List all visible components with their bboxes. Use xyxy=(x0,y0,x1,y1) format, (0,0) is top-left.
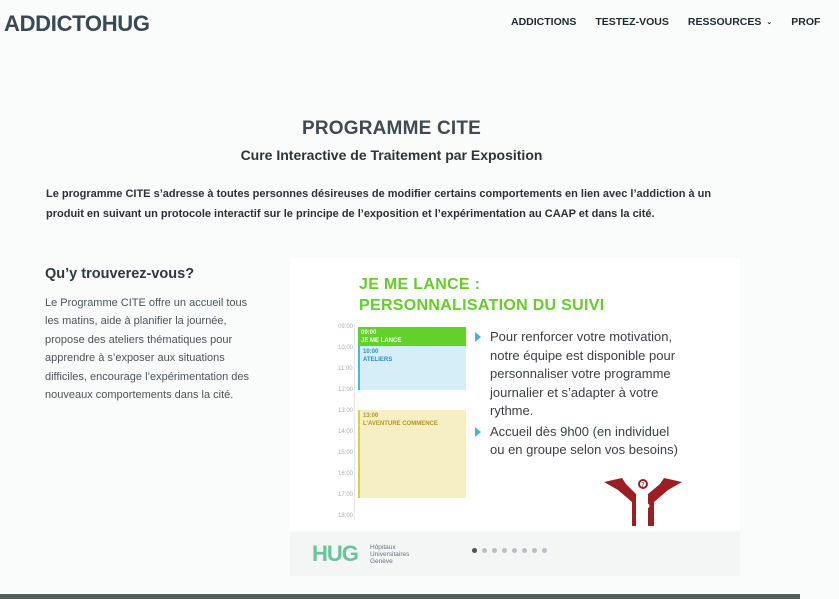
slide-title-line1: JE ME LANCE : xyxy=(359,276,481,293)
time-label: 16:00 xyxy=(338,471,354,477)
site-header xyxy=(0,0,821,44)
bullet-item xyxy=(475,423,685,460)
carousel-dot[interactable] xyxy=(482,548,487,553)
carousel-dot[interactable] xyxy=(472,548,477,553)
time-label: 15:00 xyxy=(338,450,354,456)
hug-line: Universitaires xyxy=(370,551,410,558)
carousel-dots xyxy=(472,548,547,553)
time-label: 13:00 xyxy=(338,408,354,414)
nav-item-ressources[interactable] xyxy=(688,16,772,28)
carousel-dot[interactable] xyxy=(522,548,527,553)
main-nav xyxy=(511,16,839,28)
hug-caption xyxy=(370,544,409,565)
event-label: JE ME LANCE xyxy=(361,338,402,344)
nav-label: ADDICTIONS xyxy=(511,16,577,28)
page-title: PROGRAMME CITE xyxy=(301,118,482,139)
time-label: 10:00 xyxy=(338,345,354,351)
event-ateliers xyxy=(358,346,466,390)
carousel-dot[interactable] xyxy=(492,548,497,553)
nav-label: TESTEZ-VOUS xyxy=(595,16,669,28)
site-logo[interactable]: ADDICTOHUG xyxy=(4,11,150,36)
slide-title-line2: PERSONNALISATION DU SUIVI xyxy=(359,297,605,314)
carousel-dot[interactable] xyxy=(512,548,517,553)
nav-item-prof[interactable] xyxy=(791,16,820,28)
bullet-text: Accueil dès 9h00 (en individuel ou en groupe selon vos besoins) xyxy=(490,423,678,457)
chevron-down-icon: ⌄ xyxy=(766,19,773,26)
hug-logo[interactable]: HUG xyxy=(312,541,358,566)
signpost-figure-icon xyxy=(602,476,684,528)
event-aventure xyxy=(358,410,466,498)
event-label: ATELIERS xyxy=(363,357,393,363)
time-label: 14:00 xyxy=(338,429,354,435)
event-label: L’AVENTURE COMMENCE xyxy=(363,421,438,427)
nav-label: RESSOURCES xyxy=(687,16,762,28)
slide-title xyxy=(359,274,604,316)
event-time: 13:00 xyxy=(363,413,379,419)
event-time: 10:00 xyxy=(363,349,379,355)
section-text: Le Programme CITE offre un accueil tous les matins, aide à planifier la journée, propose des ateliers thématiques pour apprendre à s’exposer aux situations difficiles, encourage l’expérimentation des nouveaux comportements dans la cité. xyxy=(45,297,250,402)
triangle-bullet-icon xyxy=(475,332,481,342)
section-heading: Qu’y trouverez-vous? xyxy=(45,266,195,282)
bullet-item xyxy=(475,328,685,421)
page-subtitle: Cure Interactive de Traitement par Exposition xyxy=(240,147,543,163)
timeline-axis xyxy=(354,324,355,520)
intro-paragraph: Le programme CITE s’adresse à toutes personnes désireuses de modifier certains comportements en lien avec l’addiction à un produit en suivant un protocole interactif sur le principe de l’exposition et l’expérimentation au CAAP et dans la cité. xyxy=(46,188,712,220)
triangle-bullet-icon xyxy=(475,427,481,437)
hug-line: Hôpitaux xyxy=(370,544,396,551)
time-label: 09:00 xyxy=(338,324,354,330)
event-time: 09:00 xyxy=(361,330,377,336)
nav-item-testez-vous[interactable] xyxy=(595,16,669,28)
slide-bullets xyxy=(475,328,685,462)
nav-label: PROF xyxy=(791,16,821,28)
partner-strip xyxy=(290,532,740,576)
bottom-border xyxy=(0,594,800,599)
time-label: 12:00 xyxy=(338,387,354,393)
time-label: 17:00 xyxy=(338,492,354,498)
carousel-slide[interactable] xyxy=(290,258,740,530)
hug-line: Genève xyxy=(370,558,393,565)
svg-text:?: ? xyxy=(641,481,645,489)
carousel-dot[interactable] xyxy=(502,548,507,553)
schedule-timeline xyxy=(338,324,468,524)
bullet-text: Pour renforcer votre motivation, notre équipe est disponible pour personnaliser votre programme journalier et s’adapter à votre rythme. xyxy=(490,329,676,418)
carousel-dot[interactable] xyxy=(542,548,547,553)
carousel-dot[interactable] xyxy=(532,548,537,553)
time-label: 18:00 xyxy=(338,513,354,519)
event-je-me-lance xyxy=(358,327,466,346)
time-label: 11:00 xyxy=(338,366,353,372)
nav-item-addictions[interactable] xyxy=(511,16,576,28)
